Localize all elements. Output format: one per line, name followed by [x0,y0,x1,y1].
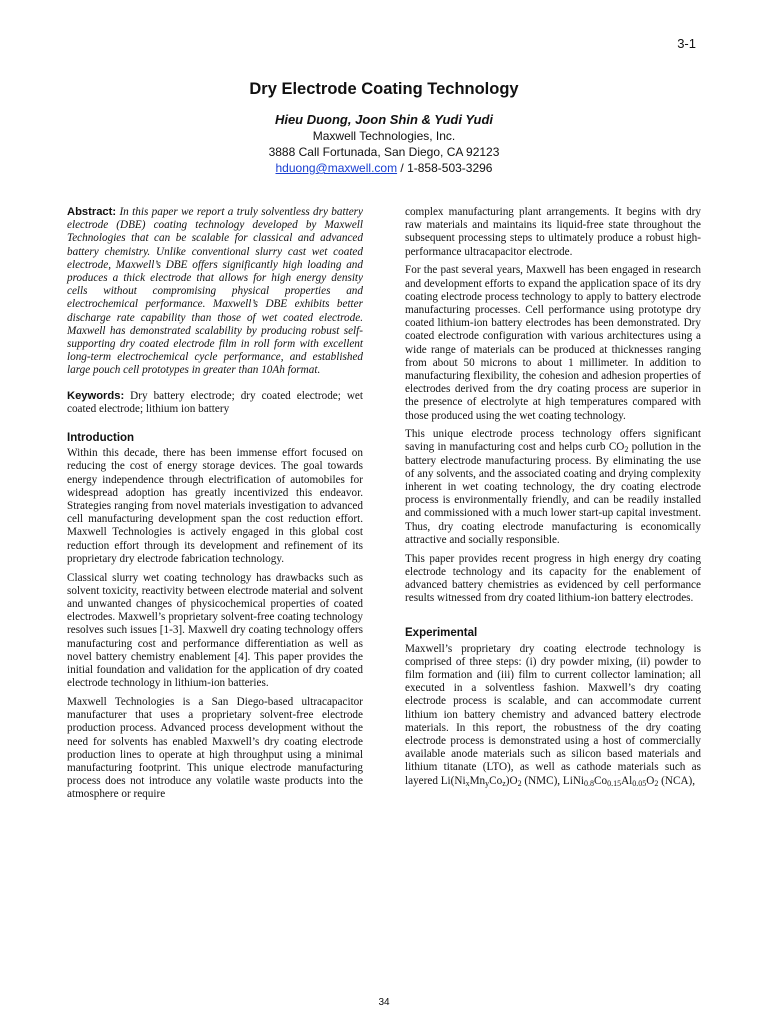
abstract-text: In this paper we report a truly solventless dry battery electrode (DBE) coating technology developed by Maxwell Technologies that can be scalable for classical and advanced battery chemistry. Unlike conventional slurry cast wet coated electrode, Maxwell’s DBE offers significantly high loading and produces a thick electrode that allows for high energy density cells without compromising physical properties and electrochemical performance. Maxwell’s DBE exhibits better discharge rate capability than those of wet coated electrode. Maxwell has demonstrated scalability by producing robust self-supporting dry coated electrode film in roll form with excellent long-term electrochemical cycle performance, and established large pouch cell prototypes in greater than 10Ah format. [67,206,363,377]
formula-part: O [646,774,655,787]
intro-p5-text-b: pollution in the battery electrode manufacturing process. By eliminating the use of any solvents, and the associated coating and drying complexity inherent in wet coating technology, the dry coating electrode process is environmentally friendly, and can be readily installed and commissioned with a much lower start-up capital investment. Thus, dry coating electrode manufacturing is economically attractive and socially responsible. [405,441,701,546]
formula-part: Li(Ni [440,774,466,787]
email-link[interactable]: hduong@maxwell.com [275,161,398,175]
co2-subscript: 2 [624,445,629,455]
intro-paragraph-1: Within this decade, there has been immense effort focused on reducing the cost of energy storage devices. The goal towards energy independence through electrification of automobiles for widespread adoption has greatly incentivized this endeavor. Strategies ranging from novel materials investigation to advanced cell manufacturing development span the cost reduction effort. Maxwell Technologies is actively engaged in this global cost reduction effort through its development and refinement of its proprietary dry electrode fabrication technology. [67,447,363,565]
formula-subscript: 2 [517,778,522,788]
intro-paragraph-4: For the past several years, Maxwell has been engaged in research and development efforts to expand the application space of its dry coating electrode process technology to apply to battery electrode manufacturing processes. Cell performance using prototype dry coated lithium-ion battery electrodes has been demonstrated. Dry coated electrode configuration with various architectures using a wide range of materials can be produced at thicknesses ranging from about 50 microns to about 1 millimeter. In addition to manufacturing flexibility, the cohesion and adhesion properties of electrodes derived from the dry coating process are superior in the presence of electrolyte at high temperatures compared with those produced using the wet coating technology. [405,264,701,422]
formula-subscript: 0.8 [584,778,595,788]
abstract-label: Abstract: [67,206,117,218]
affiliation: Maxwell Technologies, Inc. [312,129,456,143]
intro-p5-text-a: This unique electrode process technology offers significant saving in manufacturing cost and helps curb CO [405,428,701,454]
experimental-heading: Experimental [405,627,478,640]
experimental-paragraph-1 [405,643,701,788]
right-column [405,206,701,793]
formula-subscript: 0.15 [607,778,622,788]
contact-line [0,160,768,176]
abstract [67,206,363,378]
page-label: 3-1 [677,36,696,51]
formula-part: (NMC), LiNi [521,774,585,787]
formula-subscript: y [485,778,490,788]
formula-part: Co [594,774,608,787]
page-number: 34 [378,997,390,1008]
intro-paragraph-6: This paper provides recent progress in high energy dry coating electrode technology and its capacity for the enablement of advanced battery chemistries as evidenced by cell performance results witnessed from dry coated lithium-ion battery electrodes. [405,552,701,605]
formula-part: Mn [469,774,486,787]
formula-part: Co [489,774,503,787]
left-column [67,206,363,807]
formula-part: (NCA), [658,774,696,787]
intro-paragraph-3-continued: complex manufacturing plant arrangements. It begins with dry raw materials and maintains its liquid-free state throughout the subsequent processing steps to ultimately produce a robust high-performance ultracapacitor electrode. [405,206,701,258]
formula-subscript: z [502,778,506,788]
keywords-text: Dry battery electrode; dry coated electrode; wet coated electrode; lithium ion battery [67,389,363,415]
formula-part: Al [621,774,633,787]
address: 3888 Call Fortunada, San Diego, CA 92123 [268,145,500,159]
keywords [67,390,363,416]
formula-part: )O [505,774,518,787]
introduction-heading: Introduction [67,432,135,445]
formula-subscript: x [465,778,470,788]
paper-title: Dry Electrode Coating Technology [249,80,519,98]
intro-paragraph-5 [405,428,701,547]
exp-p1-text: Maxwell’s proprietary dry coating electrode technology is comprised of three steps: (i) dry powder mixing, (ii) powder to film formation and (iii) film to current collector lamination; all executed in a solventless fashion. Maxwell’s dry coating electrode process is scalable, and can accommodate current lithium ion battery chemistry and advanced battery electrode materials. In this report, the robustness of the dry coating electrode process is demonstrated using a host of commercially available anode materials such as silicon based materials and lithium titanate (LTO), as well as cathode materials such as layered [405,642,701,787]
intro-paragraph-2: Classical slurry wet coating technology has drawbacks such as solvent toxicity, reactivity between electrode material and solvent and unwanted changes of physicochemical properties of coated electrodes. Maxwell’s proprietary solvent-free coating technology resolves such issues [1-3]. Maxwell dry coating technology offers manufacturing cost and performance differentiation as well as novel battery chemistry enablement [4]. This paper provides the initial foundation and validation for the application of dry coated electrode technology in lithium-ion batteries. [67,571,363,690]
keywords-label: Keywords: [67,389,125,402]
formula-subscript: 2 [654,778,659,788]
phone-number: / 1-858-503-3296 [397,161,493,175]
formula-subscript: 0.05 [632,778,647,788]
intro-paragraph-3: Maxwell Technologies is a San Diego-based ultracapacitor manufacturer that uses a proprietary solvent-free electrode production process. Advanced process development without the need for solvents has enabled Maxwell’s dry coating electrode production lines to operate at high throughput using a minimal manufacturing footprint. This unique electrode manufacturing process does not introduce any volatile waste products into the atmosphere or require [67,695,363,801]
author-list: Hieu Duong, Joon Shin & Yudi Yudi [274,112,494,127]
